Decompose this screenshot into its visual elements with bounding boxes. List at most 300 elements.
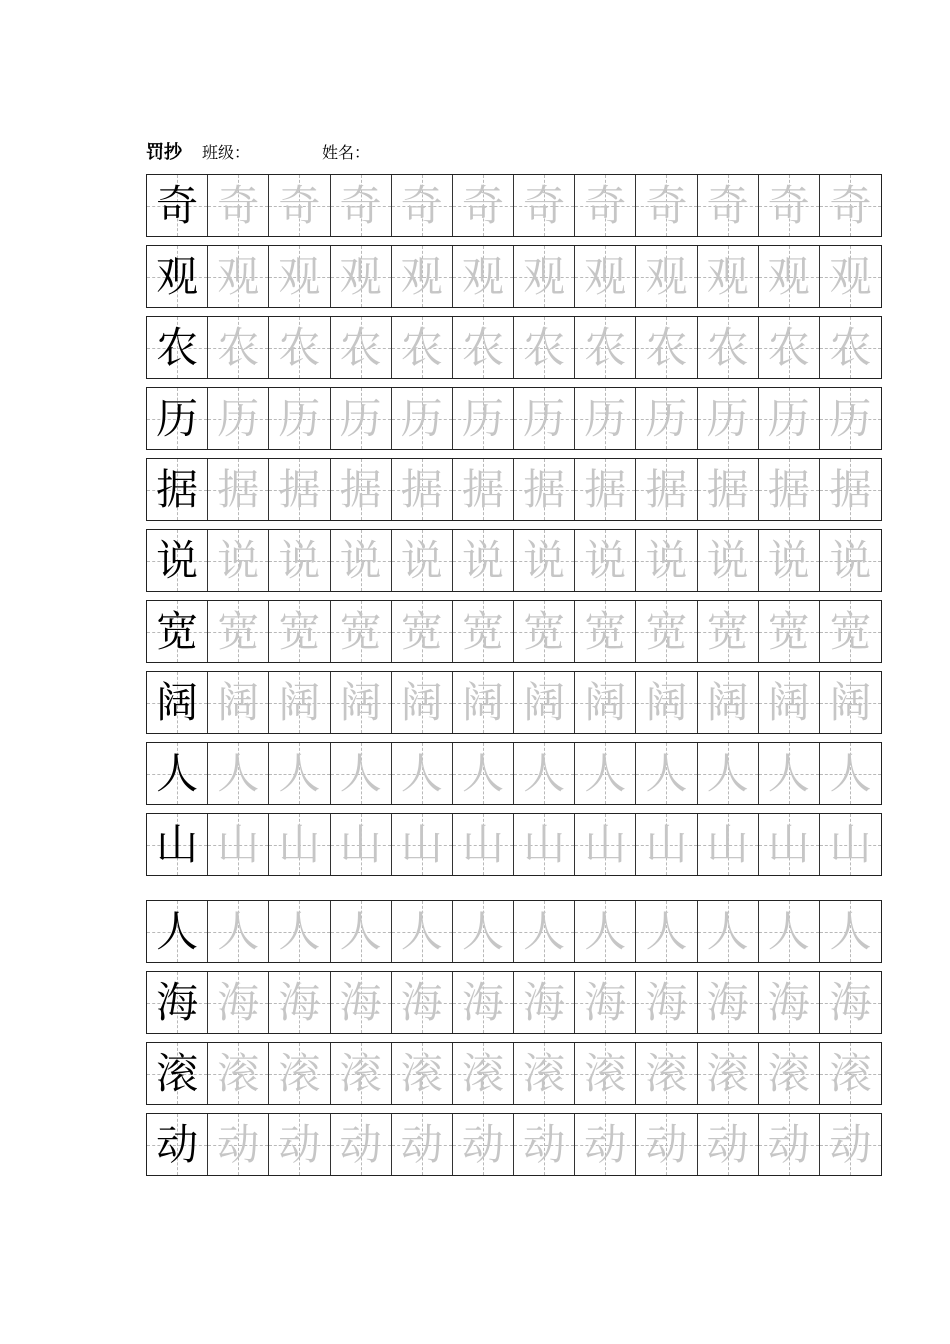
trace-character: 阔: [706, 677, 749, 727]
model-cell: [147, 459, 208, 520]
practice-row: [146, 316, 882, 379]
trace-cell: [208, 601, 269, 662]
trace-character: 动: [829, 1119, 872, 1169]
trace-cell: [820, 601, 881, 662]
trace-character: 说: [461, 535, 504, 585]
trace-character: 人: [706, 906, 749, 956]
trace-cell: [331, 601, 392, 662]
trace-character: 历: [400, 393, 443, 443]
trace-character: 海: [584, 977, 627, 1027]
trace-character: 滚: [645, 1048, 688, 1098]
trace-cell: [698, 246, 759, 307]
trace-cell: [514, 530, 575, 591]
trace-character: 观: [400, 251, 443, 301]
trace-cell: [759, 530, 820, 591]
trace-character: 人: [523, 906, 566, 956]
trace-character: 人: [217, 748, 260, 798]
trace-cell: [269, 1043, 330, 1104]
trace-cell: [698, 459, 759, 520]
trace-character: 说: [400, 535, 443, 585]
model-cell: [147, 743, 208, 804]
trace-character: 说: [217, 535, 260, 585]
worksheet-header: [146, 138, 370, 164]
trace-cell: [759, 814, 820, 875]
trace-character: 奇: [339, 180, 382, 230]
trace-character: 观: [278, 251, 321, 301]
trace-character: 滚: [829, 1048, 872, 1098]
trace-cell: [575, 246, 636, 307]
trace-cell: [453, 814, 514, 875]
model-character: 海: [156, 977, 199, 1027]
trace-cell: [575, 388, 636, 449]
trace-character: 人: [278, 906, 321, 956]
trace-character: 宽: [829, 606, 872, 656]
trace-cell: [392, 317, 453, 378]
trace-character: 农: [339, 322, 382, 372]
trace-character: 观: [584, 251, 627, 301]
trace-character: 动: [767, 1119, 810, 1169]
trace-character: 阔: [523, 677, 566, 727]
trace-cell: [269, 972, 330, 1033]
trace-character: 奇: [523, 180, 566, 230]
trace-cell: [698, 672, 759, 733]
trace-character: 奇: [584, 180, 627, 230]
trace-cell: [514, 459, 575, 520]
trace-character: 海: [523, 977, 566, 1027]
trace-cell: [636, 814, 697, 875]
trace-character: 农: [461, 322, 504, 372]
trace-cell: [392, 814, 453, 875]
trace-cell: [698, 175, 759, 236]
trace-character: 海: [278, 977, 321, 1027]
trace-character: 据: [278, 464, 321, 514]
trace-character: 宽: [400, 606, 443, 656]
trace-cell: [759, 1043, 820, 1104]
trace-character: 人: [400, 748, 443, 798]
trace-cell: [453, 246, 514, 307]
trace-cell: [636, 972, 697, 1033]
trace-cell: [575, 972, 636, 1033]
trace-character: 山: [217, 819, 260, 869]
trace-character: 农: [829, 322, 872, 372]
trace-character: 农: [767, 322, 810, 372]
trace-cell: [331, 901, 392, 962]
trace-character: 人: [645, 906, 688, 956]
trace-cell: [820, 1114, 881, 1175]
trace-cell: [208, 743, 269, 804]
model-character: 宽: [156, 606, 199, 656]
trace-character: 动: [339, 1119, 382, 1169]
trace-cell: [331, 672, 392, 733]
trace-cell: [759, 175, 820, 236]
trace-cell: [575, 459, 636, 520]
trace-cell: [820, 388, 881, 449]
trace-character: 人: [829, 906, 872, 956]
trace-cell: [269, 459, 330, 520]
trace-cell: [759, 459, 820, 520]
trace-character: 滚: [400, 1048, 443, 1098]
trace-cell: [331, 246, 392, 307]
practice-row: [146, 900, 882, 963]
trace-cell: [208, 1114, 269, 1175]
trace-character: 农: [278, 322, 321, 372]
model-character: 山: [156, 819, 199, 869]
model-character: 滚: [156, 1048, 199, 1098]
trace-character: 山: [706, 819, 749, 869]
trace-cell: [453, 672, 514, 733]
trace-cell: [636, 459, 697, 520]
trace-character: 阔: [400, 677, 443, 727]
trace-cell: [698, 814, 759, 875]
trace-cell: [575, 530, 636, 591]
practice-row: [146, 1042, 882, 1105]
trace-character: 动: [706, 1119, 749, 1169]
trace-character: 山: [584, 819, 627, 869]
model-cell: [147, 901, 208, 962]
trace-cell: [392, 901, 453, 962]
trace-character: 奇: [645, 180, 688, 230]
trace-cell: [575, 1114, 636, 1175]
trace-character: 人: [645, 748, 688, 798]
practice-row: [146, 813, 882, 876]
trace-character: 山: [767, 819, 810, 869]
trace-cell: [453, 459, 514, 520]
trace-cell: [453, 1043, 514, 1104]
trace-cell: [331, 317, 392, 378]
trace-cell: [392, 743, 453, 804]
trace-cell: [453, 901, 514, 962]
trace-cell: [514, 175, 575, 236]
practice-row: [146, 671, 882, 734]
trace-cell: [514, 246, 575, 307]
trace-cell: [820, 743, 881, 804]
worksheet-title: 罚抄: [146, 142, 182, 163]
trace-character: 滚: [706, 1048, 749, 1098]
trace-character: 奇: [400, 180, 443, 230]
trace-character: 阔: [829, 677, 872, 727]
trace-cell: [575, 672, 636, 733]
trace-cell: [331, 814, 392, 875]
trace-character: 宽: [645, 606, 688, 656]
trace-cell: [820, 814, 881, 875]
trace-character: 动: [400, 1119, 443, 1169]
trace-character: 奇: [767, 180, 810, 230]
trace-cell: [208, 388, 269, 449]
trace-character: 农: [584, 322, 627, 372]
trace-cell: [453, 317, 514, 378]
trace-character: 历: [278, 393, 321, 443]
trace-cell: [759, 672, 820, 733]
trace-cell: [636, 530, 697, 591]
trace-character: 海: [461, 977, 504, 1027]
trace-cell: [759, 317, 820, 378]
class-label: 班级：: [202, 142, 251, 162]
trace-cell: [514, 901, 575, 962]
trace-cell: [208, 175, 269, 236]
trace-cell: [698, 1114, 759, 1175]
trace-character: 据: [400, 464, 443, 514]
model-cell: [147, 672, 208, 733]
trace-character: 海: [217, 977, 260, 1027]
trace-character: 奇: [829, 180, 872, 230]
trace-cell: [208, 672, 269, 733]
trace-cell: [759, 743, 820, 804]
trace-character: 说: [278, 535, 321, 585]
trace-character: 人: [584, 748, 627, 798]
trace-cell: [331, 530, 392, 591]
trace-cell: [208, 317, 269, 378]
trace-character: 说: [339, 535, 382, 585]
trace-character: 说: [706, 535, 749, 585]
trace-character: 据: [645, 464, 688, 514]
trace-cell: [820, 901, 881, 962]
practice-row: [146, 458, 882, 521]
trace-cell: [575, 317, 636, 378]
trace-cell: [269, 175, 330, 236]
trace-cell: [514, 672, 575, 733]
trace-cell: [514, 317, 575, 378]
trace-cell: [698, 601, 759, 662]
trace-cell: [698, 388, 759, 449]
trace-character: 滚: [584, 1048, 627, 1098]
model-character: 历: [156, 393, 199, 443]
trace-cell: [514, 743, 575, 804]
trace-character: 观: [829, 251, 872, 301]
practice-grid: [146, 174, 882, 1184]
trace-character: 滚: [461, 1048, 504, 1098]
trace-cell: [820, 317, 881, 378]
trace-character: 山: [461, 819, 504, 869]
trace-character: 滚: [767, 1048, 810, 1098]
trace-character: 宽: [217, 606, 260, 656]
trace-character: 宽: [706, 606, 749, 656]
trace-character: 海: [339, 977, 382, 1027]
trace-character: 奇: [278, 180, 321, 230]
trace-character: 说: [645, 535, 688, 585]
trace-character: 观: [523, 251, 566, 301]
trace-cell: [331, 388, 392, 449]
trace-character: 人: [339, 906, 382, 956]
trace-cell: [269, 814, 330, 875]
trace-character: 滚: [217, 1048, 260, 1098]
trace-character: 山: [645, 819, 688, 869]
trace-character: 宽: [767, 606, 810, 656]
trace-character: 人: [461, 748, 504, 798]
trace-character: 据: [706, 464, 749, 514]
trace-cell: [331, 743, 392, 804]
trace-character: 据: [767, 464, 810, 514]
trace-cell: [759, 388, 820, 449]
model-cell: [147, 972, 208, 1033]
trace-cell: [820, 530, 881, 591]
trace-character: 历: [217, 393, 260, 443]
model-character: 奇: [156, 180, 199, 230]
trace-cell: [392, 1114, 453, 1175]
trace-character: 山: [339, 819, 382, 869]
trace-cell: [575, 1043, 636, 1104]
trace-cell: [820, 246, 881, 307]
trace-character: 说: [584, 535, 627, 585]
practice-row: [146, 245, 882, 308]
trace-cell: [636, 901, 697, 962]
trace-character: 历: [339, 393, 382, 443]
trace-cell: [208, 246, 269, 307]
model-cell: [147, 388, 208, 449]
trace-character: 宽: [584, 606, 627, 656]
trace-character: 海: [645, 977, 688, 1027]
trace-character: 宽: [278, 606, 321, 656]
practice-row: [146, 529, 882, 592]
trace-cell: [820, 672, 881, 733]
trace-cell: [698, 743, 759, 804]
trace-character: 阔: [645, 677, 688, 727]
trace-character: 阔: [767, 677, 810, 727]
trace-cell: [269, 901, 330, 962]
trace-cell: [759, 601, 820, 662]
trace-cell: [698, 1043, 759, 1104]
trace-cell: [636, 175, 697, 236]
trace-cell: [453, 601, 514, 662]
trace-character: 海: [767, 977, 810, 1027]
trace-character: 动: [523, 1119, 566, 1169]
trace-character: 历: [645, 393, 688, 443]
trace-character: 据: [461, 464, 504, 514]
trace-cell: [820, 175, 881, 236]
trace-character: 动: [645, 1119, 688, 1169]
trace-character: 山: [278, 819, 321, 869]
trace-character: 观: [767, 251, 810, 301]
trace-character: 说: [523, 535, 566, 585]
trace-cell: [392, 972, 453, 1033]
model-character: 农: [156, 322, 199, 372]
trace-cell: [514, 388, 575, 449]
trace-character: 奇: [217, 180, 260, 230]
trace-cell: [269, 388, 330, 449]
trace-cell: [514, 601, 575, 662]
trace-cell: [698, 972, 759, 1033]
trace-character: 历: [523, 393, 566, 443]
trace-character: 历: [461, 393, 504, 443]
trace-cell: [575, 743, 636, 804]
trace-cell: [820, 972, 881, 1033]
trace-cell: [575, 814, 636, 875]
trace-character: 人: [523, 748, 566, 798]
trace-character: 据: [829, 464, 872, 514]
trace-cell: [453, 530, 514, 591]
trace-cell: [269, 601, 330, 662]
trace-character: 奇: [461, 180, 504, 230]
trace-cell: [453, 1114, 514, 1175]
trace-character: 奇: [706, 180, 749, 230]
trace-cell: [392, 459, 453, 520]
trace-cell: [636, 601, 697, 662]
trace-character: 据: [584, 464, 627, 514]
trace-character: 据: [523, 464, 566, 514]
trace-cell: [514, 1043, 575, 1104]
trace-character: 人: [829, 748, 872, 798]
trace-cell: [820, 1043, 881, 1104]
model-cell: [147, 530, 208, 591]
trace-character: 海: [829, 977, 872, 1027]
trace-cell: [514, 1114, 575, 1175]
trace-cell: [331, 1114, 392, 1175]
trace-character: 动: [584, 1119, 627, 1169]
trace-cell: [392, 530, 453, 591]
trace-character: 历: [584, 393, 627, 443]
practice-row: [146, 387, 882, 450]
model-character: 人: [156, 906, 199, 956]
trace-character: 历: [767, 393, 810, 443]
trace-character: 人: [339, 748, 382, 798]
trace-cell: [514, 972, 575, 1033]
trace-character: 农: [523, 322, 566, 372]
trace-cell: [698, 317, 759, 378]
trace-cell: [636, 743, 697, 804]
trace-cell: [269, 317, 330, 378]
model-character: 观: [156, 251, 199, 301]
trace-character: 山: [523, 819, 566, 869]
trace-character: 观: [339, 251, 382, 301]
practice-row: [146, 1113, 882, 1176]
trace-cell: [392, 246, 453, 307]
trace-character: 动: [217, 1119, 260, 1169]
trace-character: 农: [706, 322, 749, 372]
practice-row: [146, 971, 882, 1034]
trace-cell: [392, 1043, 453, 1104]
trace-cell: [392, 601, 453, 662]
trace-character: 滚: [278, 1048, 321, 1098]
model-character: 据: [156, 464, 199, 514]
trace-cell: [208, 1043, 269, 1104]
model-character: 人: [156, 748, 199, 798]
trace-cell: [575, 601, 636, 662]
trace-cell: [636, 388, 697, 449]
trace-cell: [208, 459, 269, 520]
trace-character: 海: [706, 977, 749, 1027]
trace-cell: [331, 972, 392, 1033]
trace-character: 历: [829, 393, 872, 443]
trace-cell: [820, 459, 881, 520]
trace-character: 观: [461, 251, 504, 301]
trace-cell: [392, 175, 453, 236]
trace-character: 滚: [339, 1048, 382, 1098]
trace-character: 历: [706, 393, 749, 443]
trace-cell: [269, 672, 330, 733]
trace-cell: [514, 814, 575, 875]
trace-cell: [208, 972, 269, 1033]
model-cell: [147, 1043, 208, 1104]
trace-cell: [269, 1114, 330, 1175]
trace-cell: [698, 901, 759, 962]
trace-character: 海: [400, 977, 443, 1027]
practice-row: [146, 742, 882, 805]
model-character: 说: [156, 535, 199, 585]
trace-cell: [331, 459, 392, 520]
trace-character: 阔: [461, 677, 504, 727]
trace-cell: [453, 175, 514, 236]
model-character: 阔: [156, 677, 199, 727]
trace-character: 据: [339, 464, 382, 514]
model-cell: [147, 601, 208, 662]
trace-cell: [759, 1114, 820, 1175]
trace-character: 人: [767, 906, 810, 956]
trace-cell: [636, 1114, 697, 1175]
trace-character: 阔: [339, 677, 382, 727]
trace-character: 人: [584, 906, 627, 956]
trace-character: 山: [400, 819, 443, 869]
trace-cell: [331, 1043, 392, 1104]
trace-character: 宽: [339, 606, 382, 656]
